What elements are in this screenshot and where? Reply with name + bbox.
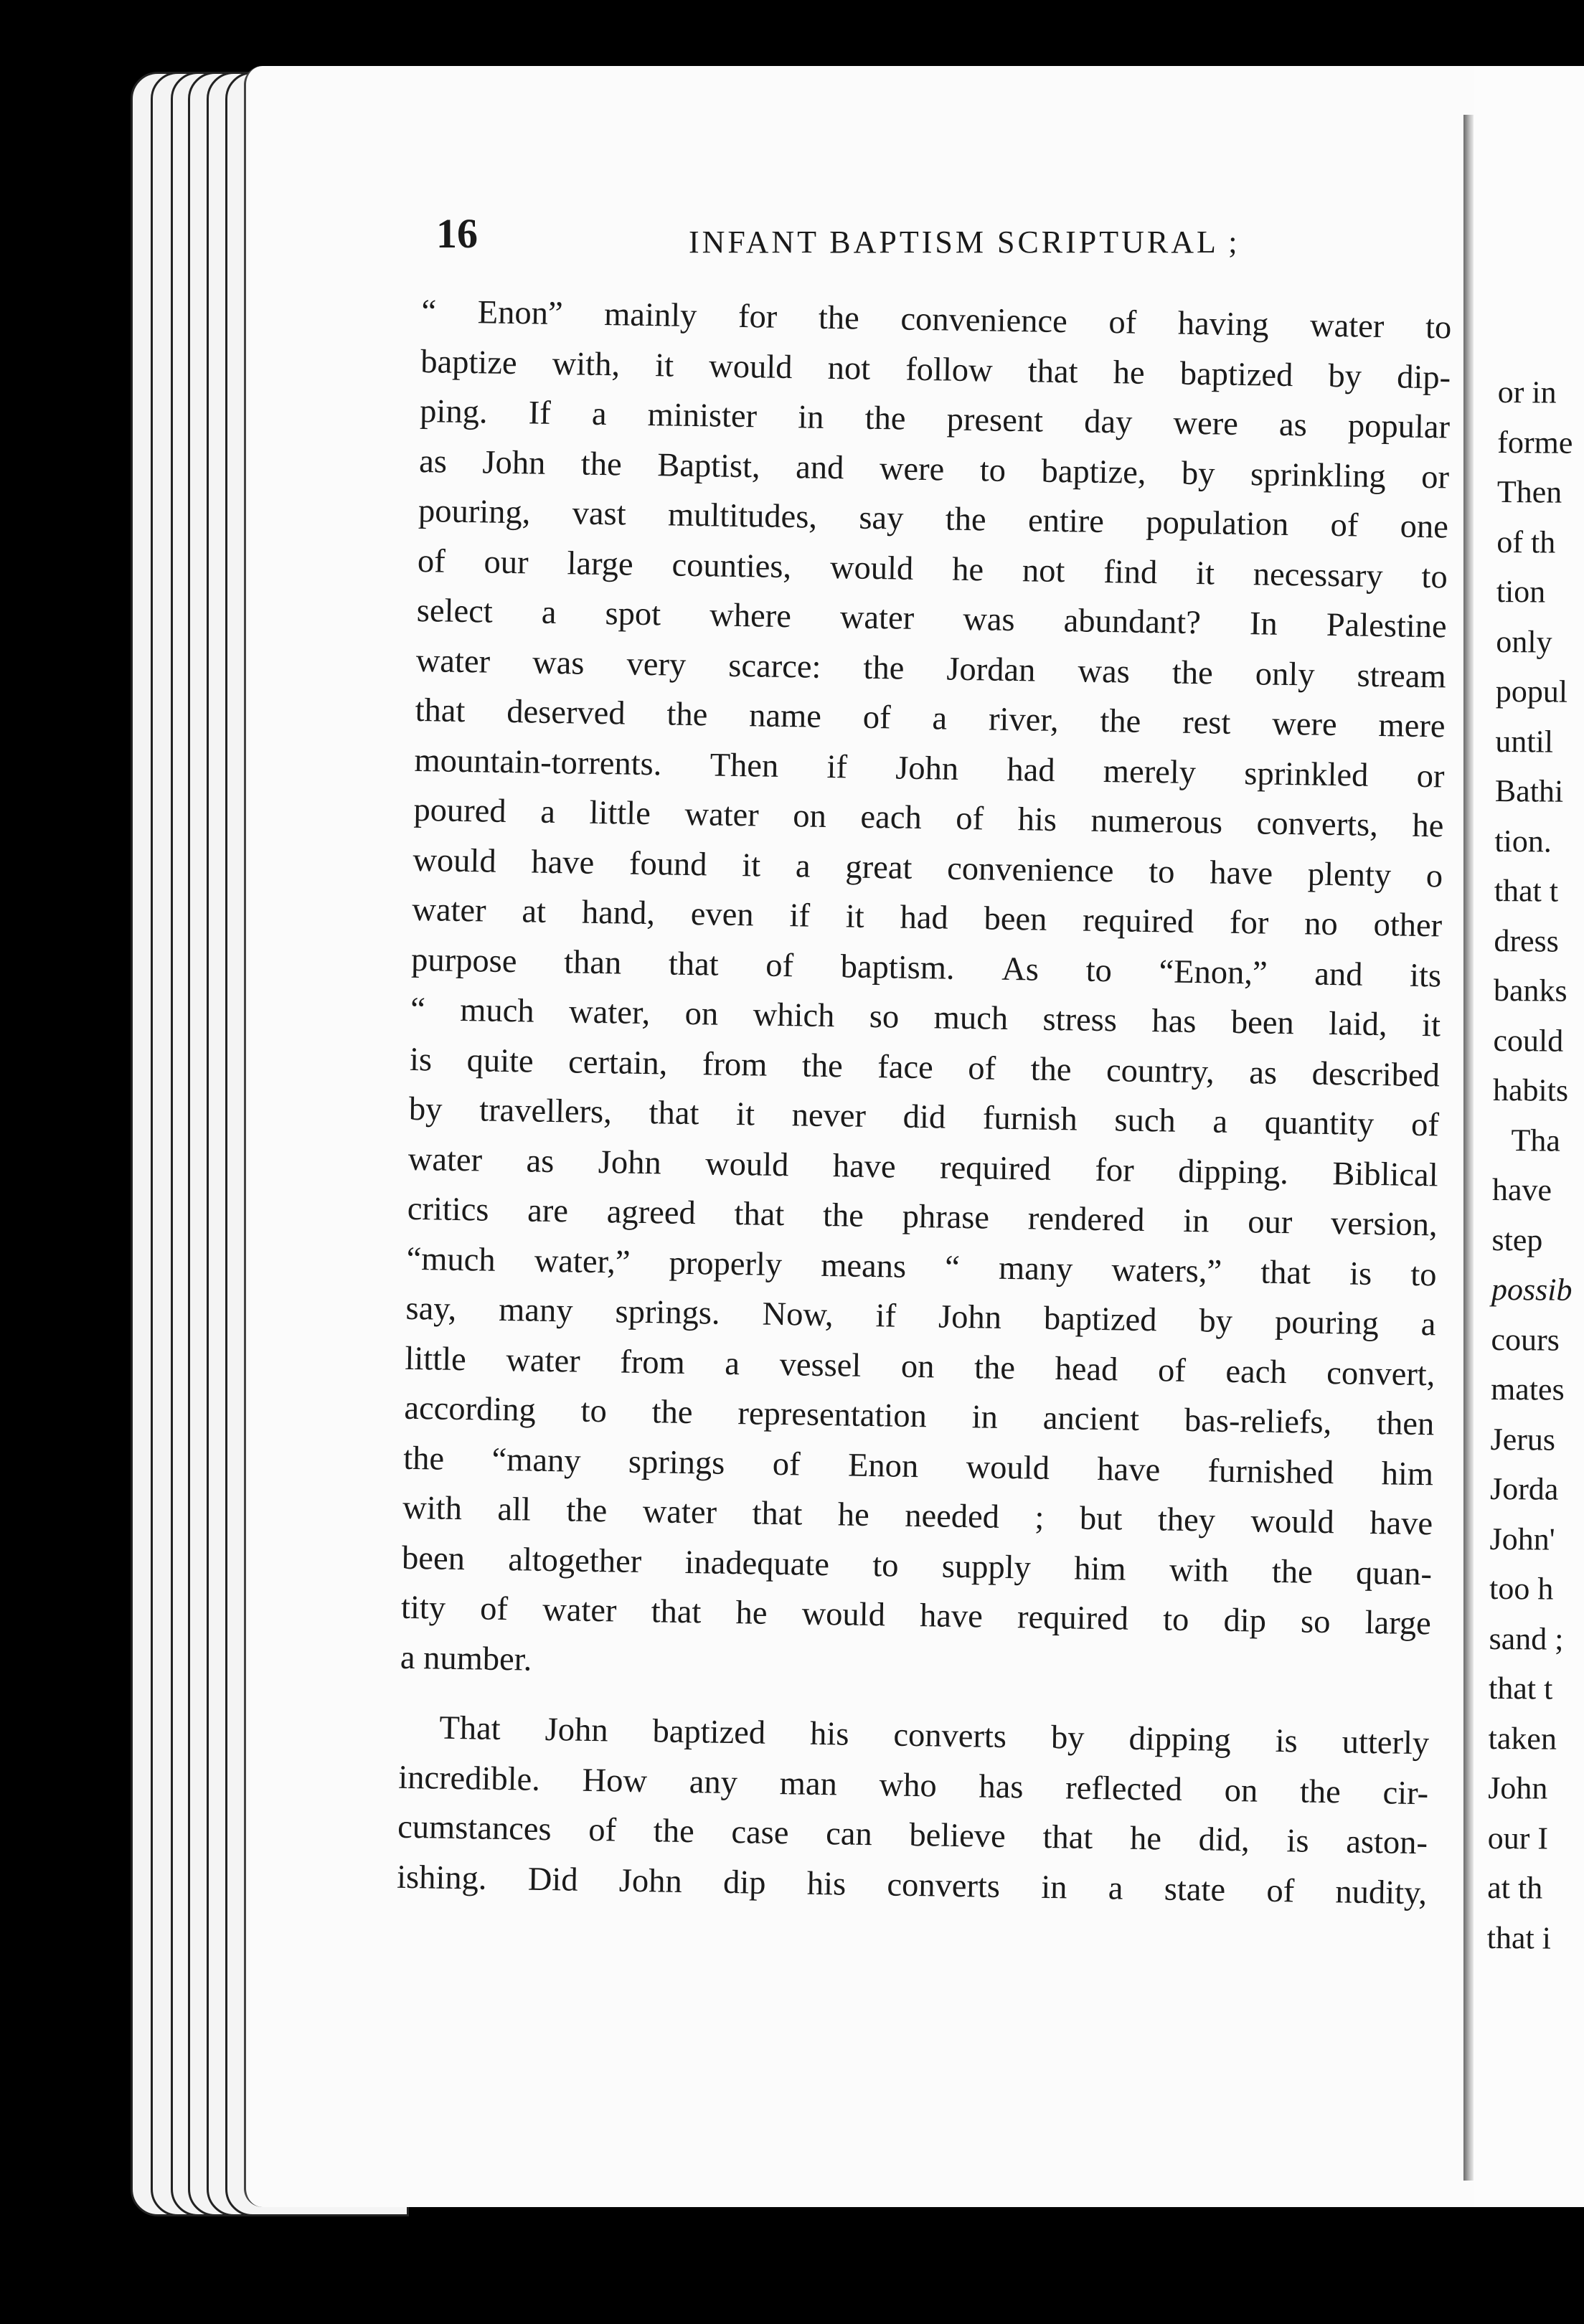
- text-line: “much water,” properly means “ many waters,” that is to: [406, 1240, 1437, 1293]
- facing-line: banks: [1493, 972, 1568, 1009]
- facing-line: John': [1489, 1521, 1555, 1557]
- facing-line: tion.: [1494, 823, 1552, 859]
- text-line: critics are agreed that the phrase rendered in our version,: [407, 1190, 1438, 1244]
- page-number: 16: [436, 210, 478, 257]
- facing-line: step: [1491, 1222, 1543, 1257]
- text-line: water was very scarce: the Jordan was the only stream: [415, 642, 1447, 695]
- text-line: little water from a vessel on the head of each convert,: [405, 1340, 1436, 1393]
- facing-line: that t: [1494, 872, 1559, 909]
- text-line: by travellers, that it never did furnish such a quantity of: [408, 1090, 1440, 1144]
- facing-line: mates: [1490, 1371, 1565, 1407]
- text-line: poured a little water on each of his numerous converts, he: [413, 791, 1444, 845]
- facing-line: of th: [1496, 524, 1556, 560]
- text-line: would have found it a great convenience to have plenty o: [412, 841, 1443, 894]
- facing-line: taken: [1488, 1720, 1557, 1757]
- facing-line: forme: [1497, 424, 1573, 460]
- facing-line: that t: [1488, 1670, 1553, 1706]
- facing-line: tion: [1496, 573, 1546, 610]
- facing-line: cours: [1491, 1321, 1560, 1358]
- text-line: water at hand, even if it had been required for no other: [411, 891, 1443, 945]
- facing-line: John: [1488, 1770, 1548, 1806]
- text-line: “ much water, on which so much stress has been laid, it: [410, 991, 1441, 1044]
- text-line: ishing. Did John dip his converts in a state of nudity,: [396, 1858, 1428, 1912]
- text-line: That John baptized his converts by dipping is utterly: [439, 1709, 1430, 1762]
- text-line: baptize with, it would not follow that he baptized by dip-: [420, 343, 1451, 397]
- facing-line: Jerus: [1490, 1421, 1556, 1458]
- facing-line: possib: [1491, 1271, 1573, 1308]
- text-line: that deserved the name of a river, the rest were mere: [415, 691, 1446, 745]
- text-line: incredible. How any man who has reflected on the cir-: [397, 1759, 1429, 1812]
- text-line: select a spot where water was abundant? In Palestine: [416, 592, 1448, 646]
- facing-line: dress: [1494, 922, 1560, 959]
- facing-line: Then: [1496, 473, 1562, 510]
- text-line: purpose than that of baptism. As to “Enon,” and its: [410, 941, 1442, 994]
- text-line: is quite certain, from the face of the country, as described: [409, 1041, 1441, 1094]
- text-line: as John the Baptist, and were to baptize, by sprinkling or: [418, 443, 1450, 496]
- text-line: water as John would have required for dipping. Biblical: [407, 1140, 1439, 1194]
- facing-line: too h: [1489, 1570, 1554, 1607]
- text-line: a number.: [400, 1639, 532, 1678]
- text-line: the “many springs of Enon would have furnished him: [402, 1440, 1434, 1493]
- body-text: [397, 287, 1452, 1918]
- facing-line: habits: [1492, 1072, 1569, 1108]
- facing-line: at th: [1487, 1869, 1543, 1906]
- text-line: say, many springs. Now, if John baptized by pouring a: [405, 1290, 1436, 1343]
- text-line: been altogether inadequate to supply him with the quan-: [401, 1539, 1433, 1592]
- paragraph-1: [400, 287, 1451, 1699]
- text-line: ping. If a minister in the present day were as popular: [419, 392, 1451, 446]
- running-title: INFANT BAPTISM SCRIPTURAL ;: [689, 225, 1240, 260]
- facing-line: have: [1491, 1171, 1552, 1208]
- facing-line: our I: [1487, 1820, 1549, 1856]
- facing-line: until: [1495, 723, 1554, 760]
- text-line: cumstances of the case can believe that he did, is aston-: [397, 1808, 1428, 1862]
- facing-line: or in: [1497, 374, 1557, 410]
- text-line: pouring, vast multitudes, say the entire population of one: [418, 492, 1449, 546]
- facing-line: could: [1493, 1022, 1564, 1059]
- text-line: “ Enon” mainly for the convenience of having water to: [421, 293, 1452, 346]
- facing-line: Tha: [1511, 1122, 1561, 1158]
- book-gutter: [1463, 115, 1474, 2181]
- text-line: according to the representation in ancient bas-reliefs, then: [404, 1389, 1435, 1443]
- facing-line: Bathi: [1494, 773, 1564, 809]
- facing-line: that i: [1486, 1919, 1552, 1956]
- text-line: with all the water that he needed ; but they would have: [402, 1489, 1433, 1543]
- text-line: tity of water that he would have required to dip so large: [400, 1589, 1432, 1643]
- paragraph-2: [397, 1703, 1430, 1919]
- facing-line: Jorda: [1489, 1470, 1559, 1507]
- facing-line: sand ;: [1489, 1620, 1564, 1657]
- facing-page-text: [1486, 367, 1578, 1963]
- text-line: of our large counties, would he not find it necessary to: [417, 542, 1448, 596]
- text-line: mountain-torrents. Then if John had merely sprinkled or: [414, 742, 1445, 795]
- facing-line: popul: [1495, 673, 1568, 709]
- facing-line: only: [1496, 623, 1552, 660]
